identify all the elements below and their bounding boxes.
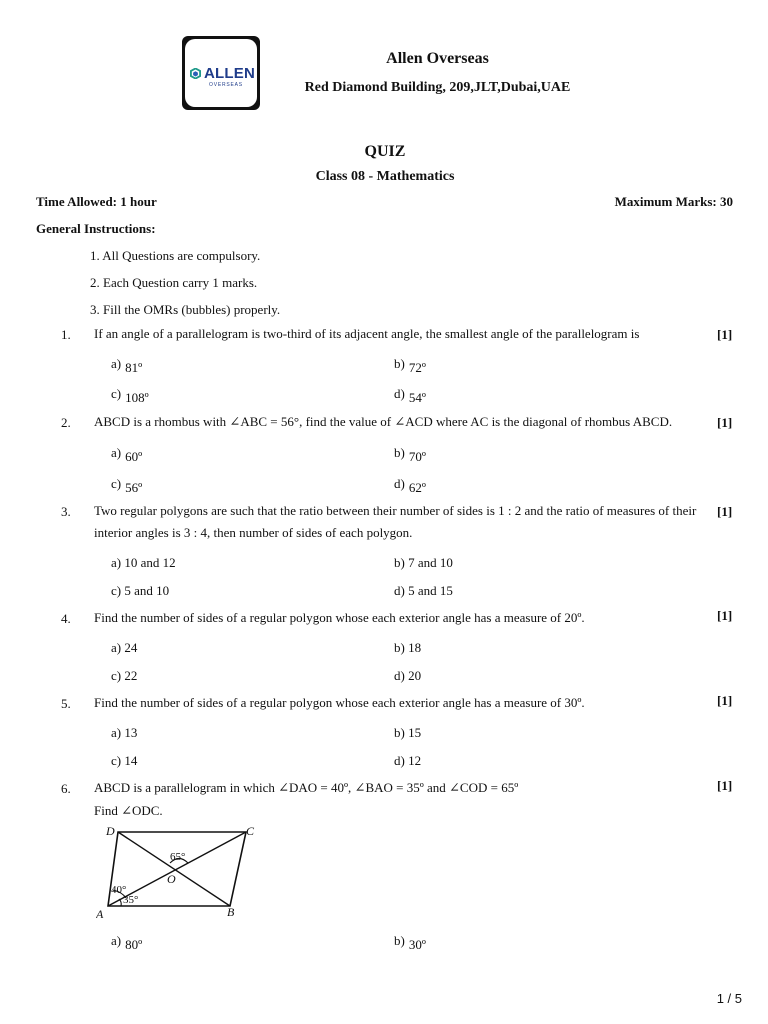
question-number: 4. xyxy=(61,611,71,626)
instruction-item: 1. All Questions are compulsory. xyxy=(90,248,261,263)
time-allowed: Time Allowed: 1 hour xyxy=(36,194,157,209)
vertex-label-c: C xyxy=(246,824,255,838)
option-b[interactable] xyxy=(394,356,426,375)
school-address: Red Diamond Building, 209,JLT,Dubai,UAE xyxy=(304,80,571,95)
option-label: a) xyxy=(111,356,122,371)
option-c[interactable]: c) 14 xyxy=(111,753,138,768)
question-text: Two regular polygons are such that the ratio between their number of sides is 1 : 2 and the ratio of measures of their interior angles is 3 : 4, then number of sides of each polygon. xyxy=(94,503,697,540)
option-value: 30º xyxy=(408,937,426,952)
vertex-label-a: A xyxy=(96,907,104,921)
option-d[interactable]: d) 12 xyxy=(394,753,422,768)
option-c[interactable] xyxy=(111,386,149,405)
school-name: Allen Overseas xyxy=(386,50,489,67)
option-a[interactable]: a) 24 xyxy=(111,640,138,655)
option-label: d) xyxy=(394,386,405,401)
question-marks: [1] xyxy=(717,693,733,708)
option-label: c) xyxy=(111,476,122,491)
question-marks: [1] xyxy=(717,415,733,430)
option-d[interactable] xyxy=(394,476,426,495)
option-label: a) xyxy=(111,933,122,948)
option-b[interactable]: b) 7 and 10 xyxy=(394,555,453,570)
page-indicator: 1 / 5 xyxy=(716,991,742,1006)
option-value: 60º xyxy=(125,449,143,464)
logo-background xyxy=(185,39,257,107)
option-value: 80º xyxy=(125,937,143,952)
question-marks: [1] xyxy=(717,608,733,623)
option-value: 70º xyxy=(408,449,426,464)
option-label: b) xyxy=(394,445,405,460)
question-marks: [1] xyxy=(717,327,733,342)
question-number: 2. xyxy=(61,415,71,430)
question-marks: [1] xyxy=(717,778,733,793)
option-value: 54º xyxy=(408,390,426,405)
option-a[interactable] xyxy=(111,356,143,375)
option-a[interactable]: a) 13 xyxy=(111,725,138,740)
center-label-o: O xyxy=(167,872,176,886)
option-d[interactable]: d) 5 and 15 xyxy=(394,583,453,598)
maximum-marks: Maximum Marks: 30 xyxy=(614,194,733,209)
option-c[interactable]: c) 5 and 10 xyxy=(111,583,170,598)
quiz-title: QUIZ xyxy=(364,143,406,160)
question-text: If an angle of a parallelogram is two-third of its adjacent angle, the smallest angle of the parallelogram is xyxy=(94,326,640,341)
question-subtext: Find ∠ODC. xyxy=(94,803,163,818)
angle-label-dao: 40° xyxy=(111,884,127,896)
parallelogram-figure xyxy=(96,822,266,924)
option-c[interactable]: c) 22 xyxy=(111,668,138,683)
option-value: 108º xyxy=(125,390,149,405)
question-number: 1. xyxy=(61,327,71,342)
logo-subtext: OVERSEAS xyxy=(209,82,243,88)
vertex-label-d: D xyxy=(106,824,115,838)
instructions-heading: General Instructions: xyxy=(36,221,156,236)
question-marks: [1] xyxy=(717,504,733,519)
vertex-label-b: B xyxy=(227,905,235,919)
option-b[interactable] xyxy=(394,445,426,464)
class-title: Class 08 - Mathematics xyxy=(315,169,455,184)
angle-label-bao: 35° xyxy=(123,894,139,906)
allen-logo xyxy=(182,36,260,110)
option-b[interactable] xyxy=(394,933,426,952)
option-value: 56º xyxy=(125,480,143,495)
question-text: Find the number of sides of a regular polygon whose each exterior angle has a measure of 20º. xyxy=(94,610,585,625)
question-number: 5. xyxy=(61,696,71,711)
option-a[interactable]: a) 10 and 12 xyxy=(111,555,176,570)
option-value: 62º xyxy=(408,480,426,495)
option-value: 81º xyxy=(125,360,143,375)
question-text: ABCD is a parallelogram in which ∠DAO = 40º, ∠BAO = 35º and ∠COD = 65º xyxy=(94,780,519,795)
option-value: 72º xyxy=(408,360,426,375)
option-c[interactable] xyxy=(111,476,143,495)
option-label: a) xyxy=(111,445,122,460)
question-text: Find the number of sides of a regular polygon whose each exterior angle has a measure of 30º. xyxy=(94,695,585,710)
option-a[interactable] xyxy=(111,445,143,464)
angle-arc-bao xyxy=(119,899,121,906)
instruction-item: 2. Each Question carry 1 marks. xyxy=(90,275,258,290)
hexagon-icon xyxy=(190,68,201,79)
option-a[interactable] xyxy=(111,933,143,952)
option-label: d) xyxy=(394,476,405,491)
option-b[interactable]: b) 18 xyxy=(394,640,422,655)
option-label: b) xyxy=(394,356,405,371)
angle-label-cod: 65° xyxy=(170,851,186,863)
instruction-item: 3. Fill the OMRs (bubbles) properly. xyxy=(90,302,281,317)
logo-wordmark: ALLEN xyxy=(204,65,255,82)
question-text: ABCD is a rhombus with ∠ABC = 56°, find the value of ∠ACD where AC is the diagonal of rhombus ABCD. xyxy=(94,414,673,429)
option-d[interactable] xyxy=(394,386,426,405)
option-label: c) xyxy=(111,386,122,401)
option-label: b) xyxy=(394,933,405,948)
option-b[interactable]: b) 15 xyxy=(394,725,422,740)
question-number: 6. xyxy=(61,781,71,796)
question-number: 3. xyxy=(61,504,71,519)
option-d[interactable]: d) 20 xyxy=(394,668,422,683)
